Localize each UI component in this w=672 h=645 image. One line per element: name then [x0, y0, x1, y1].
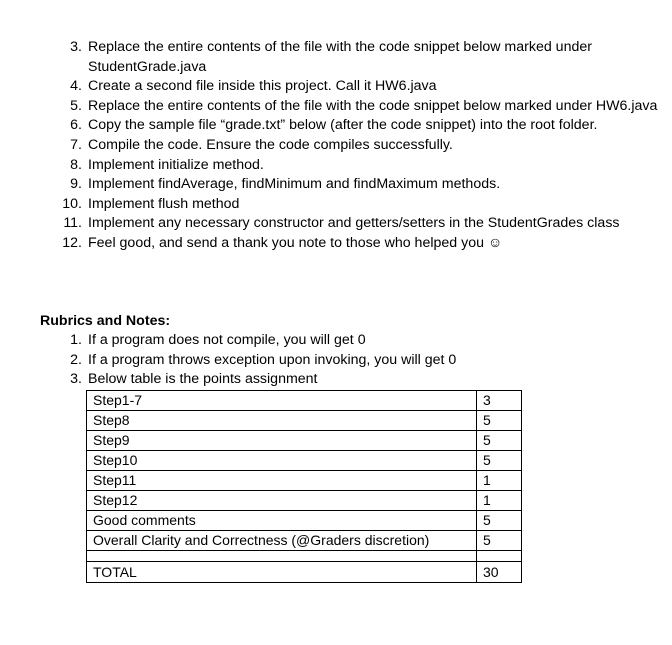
step-text: Implement flush method — [88, 195, 240, 212]
total-label-cell: TOTAL — [87, 562, 477, 583]
item-cell: Step10 — [87, 451, 477, 471]
step-item — [58, 175, 658, 195]
note-number: 2. — [70, 351, 82, 368]
step-number: 7. — [70, 136, 82, 153]
empty-cell — [477, 551, 522, 562]
table-row — [87, 511, 522, 531]
rubrics-heading: Rubrics and Notes: — [40, 313, 171, 329]
total-row — [87, 562, 522, 583]
step-number: 4. — [70, 78, 82, 95]
points-cell: 1 — [477, 471, 522, 491]
table-spacer-row — [87, 551, 522, 562]
item-cell: Step11 — [87, 471, 477, 491]
step-text: Copy the sample file “grade.txt” below (after the code snippet) into the root folder. — [88, 117, 598, 134]
table-row — [87, 471, 522, 491]
step-text: Create a second file inside this project. Call it HW6.java — [88, 78, 437, 95]
table-row — [87, 431, 522, 451]
step-text: Implement any necessary constructor and getters/setters in the StudentGrades class — [88, 215, 620, 232]
table-row — [87, 491, 522, 511]
step-text: Implement initialize method. — [88, 156, 264, 173]
step-item — [58, 77, 658, 97]
item-cell: Good comments — [87, 511, 477, 531]
note-number: 1. — [70, 332, 82, 348]
item-cell: Step12 — [87, 491, 477, 511]
step-item — [58, 156, 658, 176]
step-number: 8. — [70, 156, 82, 173]
step-number: 10. — [62, 195, 82, 212]
total-points-cell: 30 — [477, 562, 522, 583]
step-number: 3. — [70, 39, 82, 55]
note-item — [58, 331, 658, 351]
step-number: 9. — [70, 176, 82, 193]
note-text: If a program throws exception upon invoking, you will get 0 — [88, 351, 457, 368]
instruction-steps-list — [58, 38, 658, 254]
points-table — [86, 390, 522, 583]
points-cell: 5 — [477, 531, 522, 551]
table-row — [87, 451, 522, 471]
step-text: Replace the entire contents of the file with the code snippet below marked under StudentGrade.java — [88, 39, 592, 75]
table-row — [87, 391, 522, 411]
step-text: Compile the code. Ensure the code compiles successfully. — [88, 136, 453, 153]
table-row — [87, 531, 522, 551]
step-number: 12. — [62, 234, 82, 251]
item-cell: Step9 — [87, 431, 477, 451]
points-cell: 5 — [477, 411, 522, 431]
step-number: 5. — [70, 97, 82, 114]
points-cell: 5 — [477, 431, 522, 451]
step-item — [58, 116, 658, 136]
empty-cell — [87, 551, 477, 562]
note-text: If a program does not compile, you will get 0 — [88, 332, 366, 348]
step-number: 11. — [63, 215, 82, 232]
step-item — [58, 195, 658, 215]
step-number: 6. — [70, 117, 82, 134]
rubrics-notes-list — [58, 331, 658, 390]
points-cell: 5 — [477, 511, 522, 531]
step-text: Feel good, and send a thank you note to those who helped you ☺ — [88, 234, 503, 251]
item-cell: Step8 — [87, 411, 477, 431]
step-text: Replace the entire contents of the file with the code snippet below marked under HW6.java — [88, 97, 658, 114]
step-item — [58, 214, 658, 234]
points-cell: 3 — [477, 391, 522, 411]
step-item — [58, 97, 658, 117]
step-item — [58, 38, 658, 77]
step-item — [58, 234, 658, 254]
note-text: Below table is the points assignment — [88, 371, 318, 388]
step-text: Implement findAverage, findMinimum and findMaximum methods. — [88, 176, 501, 193]
note-item — [58, 351, 658, 371]
table-row — [87, 411, 522, 431]
note-item — [58, 370, 658, 390]
item-cell: Overall Clarity and Correctness (@Graders discretion) — [87, 531, 477, 551]
points-cell: 1 — [477, 491, 522, 511]
step-item — [58, 136, 658, 156]
item-cell: Step1-7 — [87, 391, 477, 411]
points-cell: 5 — [477, 451, 522, 471]
note-number: 3. — [70, 371, 82, 388]
